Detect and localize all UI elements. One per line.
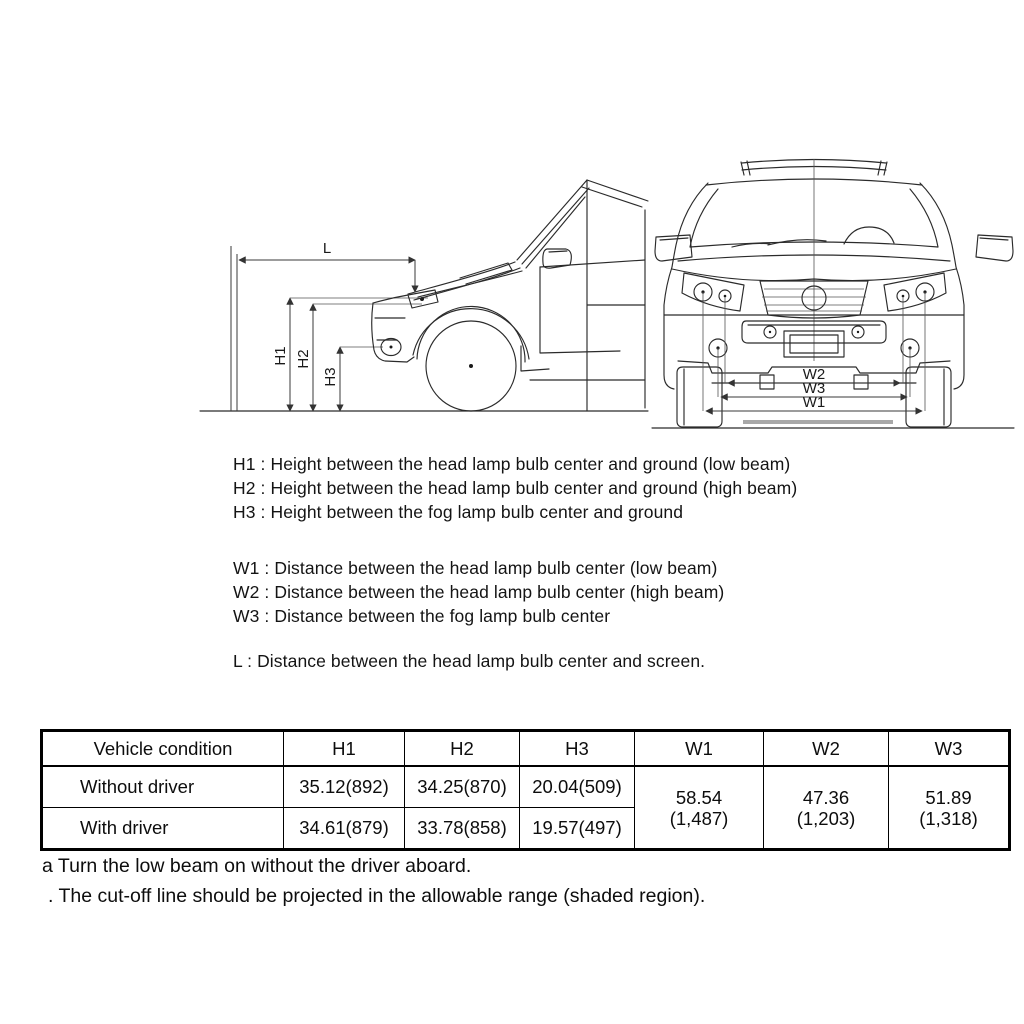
side-view-diagram (190, 150, 655, 422)
definition-w2: W2 : Distance between the head lamp bulb center (high beam) (233, 582, 725, 602)
footnote-cutoff-line: . The cut-off line should be projected in the allowable range (shaded region). (48, 885, 706, 907)
header-w3: W3 (889, 731, 1010, 767)
cell-w2 (764, 766, 889, 850)
header-h1: H1 (284, 731, 405, 767)
cell-w1 (635, 766, 764, 850)
label-W3: W3 (802, 380, 826, 397)
definition-h1: H1 : Height between the head lamp bulb center and ground (low beam) (233, 454, 791, 474)
cell-w3 (889, 766, 1010, 850)
fog-lamp-bulb-center (390, 346, 393, 349)
dimension-H3 (322, 347, 383, 411)
screen-line (231, 246, 237, 411)
lamp-aiming-spec-table (40, 729, 1011, 851)
cell-h2-without-driver: 34.25(870) (405, 766, 520, 808)
cell-h3-with-driver: 19.57(497) (520, 808, 635, 850)
dimension-L (239, 240, 415, 292)
front-view-diagram (648, 145, 1020, 437)
cell-condition-without-driver: Without driver (42, 766, 284, 808)
label-L: L (322, 240, 332, 257)
label-W1: W1 (802, 394, 826, 411)
wheel-arch (413, 309, 529, 359)
label-W2: W2 (802, 366, 826, 383)
definition-w3: W3 : Distance between the fog lamp bulb center (233, 606, 611, 626)
cell-h3-without-driver: 20.04(509) (520, 766, 635, 808)
vehicle-side-outline (372, 180, 648, 411)
w1-value: 58.54 (675, 786, 723, 808)
label-H1: H1 (272, 346, 289, 366)
definition-h3: H3 : Height between the fog lamp bulb center and ground (233, 502, 684, 522)
w2-value-mm: (1,203) (796, 807, 856, 829)
dimension-H2 (295, 304, 422, 411)
definition-h2: H2 : Height between the head lamp bulb center and ground (high beam) (233, 478, 798, 498)
footnote-low-beam: a Turn the low beam on without the driver aboard. (42, 855, 472, 877)
header-h2: H2 (405, 731, 520, 767)
header-w1: W1 (635, 731, 764, 767)
definition-w1: W1 : Distance between the head lamp bulb center (low beam) (233, 558, 718, 578)
height-definitions (233, 452, 797, 524)
label-H2: H2 (295, 349, 312, 369)
vehicle-front-outline (652, 159, 1014, 428)
w3-value-mm: (1,318) (919, 807, 978, 829)
side-mirror (543, 249, 572, 268)
w1-value-mm: (1,487) (669, 807, 729, 829)
cell-condition-with-driver: With driver (42, 808, 284, 850)
cell-h1-with-driver: 34.61(879) (284, 808, 405, 850)
table-row-without-driver (42, 766, 1010, 808)
w3-value: 51.89 (925, 786, 972, 808)
left-tire (677, 367, 722, 427)
w2-value: 47.36 (802, 786, 850, 808)
header-h3: H3 (520, 731, 635, 767)
footnotes (42, 851, 705, 911)
header-vehicle-condition: Vehicle condition (42, 731, 284, 767)
right-mirror (976, 235, 1013, 261)
right-tire (906, 367, 951, 427)
definition-l: L : Distance between the head lamp bulb center and screen. (233, 651, 706, 671)
label-H3: H3 (322, 367, 339, 387)
width-definitions (233, 556, 797, 628)
header-w2: W2 (764, 731, 889, 767)
cell-h2-with-driver: 33.78(858) (405, 808, 520, 850)
dimension-definitions (233, 452, 797, 673)
table-header-row (42, 731, 1010, 767)
cell-h1-without-driver: 35.12(892) (284, 766, 405, 808)
